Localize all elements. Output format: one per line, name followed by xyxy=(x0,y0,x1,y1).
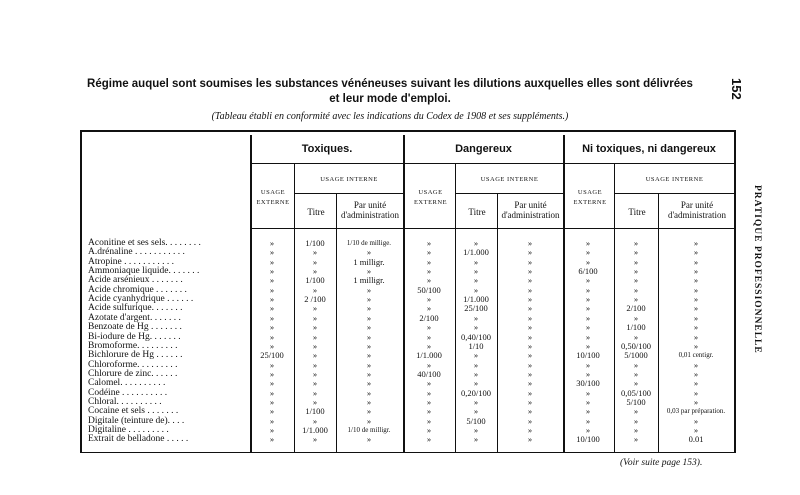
table-cell: 30/100 xyxy=(576,378,600,389)
table-right-border xyxy=(734,130,736,453)
table-cell: 40/100 xyxy=(417,368,441,379)
table-cell: » xyxy=(269,434,275,445)
group-header-dangereux: Dangereux xyxy=(455,143,512,155)
table-cell: » xyxy=(527,275,533,286)
row-substance-name: Aconitine et ses sels. . . . . . . . xyxy=(88,238,201,248)
row-substance-name: Acide cyanhydrique . . . . . . xyxy=(88,294,194,305)
table-cell: » xyxy=(633,247,639,258)
table-cell: » xyxy=(269,378,275,389)
table-cell: » xyxy=(269,266,275,277)
table-cell: » xyxy=(473,378,479,389)
table-cell: » xyxy=(366,368,372,379)
page-number: 152 xyxy=(729,78,744,100)
row-substance-name: Chloral. . . . . . . . . . xyxy=(88,396,162,407)
table-cell: » xyxy=(527,350,533,361)
table-cell: » xyxy=(312,396,318,407)
table-cell: 50/100 xyxy=(417,284,441,295)
table-cell: » xyxy=(473,434,479,445)
row-substance-name: Benzoate de Hg . . . . . . . xyxy=(88,322,182,333)
table-cell: » xyxy=(585,331,591,342)
group-rule-non xyxy=(563,163,734,164)
table-cell: » xyxy=(426,247,432,258)
table-cell: » xyxy=(585,275,591,286)
table-cell: » xyxy=(633,378,639,389)
table-cell: » xyxy=(585,406,591,417)
row-substance-name: A.drénaline . . . . . . . . . . . xyxy=(88,247,185,258)
table-cell: » xyxy=(269,387,275,398)
table-cell: » xyxy=(269,406,275,417)
table-cell: » xyxy=(633,238,639,248)
table-cell: » xyxy=(366,266,372,277)
group-header-non: Ni toxiques, ni dangereux xyxy=(582,143,716,155)
table-cell: » xyxy=(693,396,699,407)
row-substance-name: Codéine . . . . . . . . . . xyxy=(88,387,168,398)
table-cell: » xyxy=(585,303,591,314)
table-bottom-rule xyxy=(80,452,735,453)
table-cell: » xyxy=(269,359,275,370)
table-cell: » xyxy=(693,284,699,295)
table-cell: » xyxy=(527,340,533,351)
table-cell: » xyxy=(693,415,699,426)
table-cell: » xyxy=(269,238,275,248)
table-cell: 2/100 xyxy=(419,312,439,323)
row-substance-name: Acide arsénieux . . . . . . . xyxy=(88,275,183,286)
table-cell: 0,40/100 xyxy=(461,331,491,342)
table-cell: » xyxy=(473,256,479,267)
table-cell: 0,01 centigr. xyxy=(678,351,714,360)
table-cell: » xyxy=(269,331,275,342)
table-cell: » xyxy=(426,238,432,248)
table-cell: » xyxy=(633,266,639,277)
table-cell: » xyxy=(693,275,699,286)
table-cell: » xyxy=(312,303,318,314)
table-cell: » xyxy=(366,434,372,445)
table-cell: 1/1.000 xyxy=(302,425,328,435)
table-cell: » xyxy=(585,256,591,267)
table-cell: » xyxy=(585,425,591,435)
table-cell: » xyxy=(312,331,318,342)
table-cell: » xyxy=(585,238,591,248)
table-cell: » xyxy=(633,415,639,426)
row-substance-name: Ammoniaque liquide. . . . . . . xyxy=(88,266,200,277)
table-cell: » xyxy=(693,368,699,379)
table-cell: » xyxy=(527,256,533,267)
table-cell: 1/100 xyxy=(305,275,325,286)
table-cell: » xyxy=(585,294,591,305)
table-cell: » xyxy=(527,415,533,426)
table-cell: » xyxy=(366,415,372,426)
table-cell: 1/1.000 xyxy=(416,350,442,361)
table-cell: » xyxy=(585,396,591,407)
table-cell: » xyxy=(426,378,432,389)
table-cell: 1/10 de millige. xyxy=(346,239,392,247)
table-cell: 1/100 xyxy=(305,406,325,417)
table-cell: 1/10 xyxy=(468,340,484,351)
table-cell: » xyxy=(527,359,533,370)
table-cell: » xyxy=(426,331,432,342)
table-cell: » xyxy=(269,303,275,314)
table-cell: » xyxy=(693,294,699,305)
table-cell: » xyxy=(473,359,479,370)
group-rule-dangereux xyxy=(403,163,563,164)
table-cell: 1/100 xyxy=(305,238,325,248)
table-cell: » xyxy=(693,256,699,267)
table-cell: » xyxy=(312,350,318,361)
table-cell: » xyxy=(527,322,533,333)
table-cell: » xyxy=(633,294,639,305)
row-substance-name: Digitaline . . . . . . . . . xyxy=(88,425,169,435)
table-cell: 10/100 xyxy=(576,434,600,445)
table-cell: » xyxy=(473,322,479,333)
row-substance-name: Acide sulfurique. . . . . . . xyxy=(88,303,183,314)
table-cell: » xyxy=(312,368,318,379)
table-cell: » xyxy=(693,359,699,370)
table-cell: » xyxy=(269,368,275,379)
table-cell: » xyxy=(585,340,591,351)
table-top-rule xyxy=(80,130,735,132)
row-substance-name: Atropine . . . . . . . . . . . xyxy=(88,256,175,267)
table-cell: » xyxy=(527,312,533,323)
table-cell: 5/100 xyxy=(466,415,486,426)
table-cell: » xyxy=(633,312,639,323)
table-cell: » xyxy=(693,425,699,435)
table-cell: » xyxy=(426,275,432,286)
table-cell: » xyxy=(693,238,699,248)
row-substance-name: Chlorure de zinc. . . . . . xyxy=(88,368,178,379)
table-cell: » xyxy=(473,275,479,286)
running-head-side: PRATIQUE PROFESSIONNELLE xyxy=(752,185,762,354)
table-cell: » xyxy=(527,303,533,314)
table-cell: 1 milligr. xyxy=(353,256,385,267)
table-cell: » xyxy=(426,266,432,277)
table-cell: » xyxy=(366,312,372,323)
header-usage-interne-toxiques: USAGE INTERNE xyxy=(320,176,378,183)
table-cell: » xyxy=(269,247,275,258)
table-cell: » xyxy=(473,238,479,248)
table-cell: 1/1.000 xyxy=(463,294,489,305)
header-usage-interne-non: USAGE INTERNE xyxy=(645,176,704,183)
table-cell: » xyxy=(426,256,432,267)
table-cell: » xyxy=(473,284,479,295)
table-cell: » xyxy=(312,266,318,277)
row-substance-name: Cocaine et sels . . . . . . . xyxy=(88,406,179,417)
header-usage-externe-non: USAGE EXTERNE xyxy=(573,189,607,206)
table-cell: » xyxy=(633,359,639,370)
table-cell: » xyxy=(312,247,318,258)
table-cell: » xyxy=(269,275,275,286)
table-cell: 0,03 par préparation. xyxy=(666,407,726,416)
table-cell: » xyxy=(312,322,318,333)
table-cell: » xyxy=(366,359,372,370)
table-cell: » xyxy=(312,312,318,323)
table-cell: » xyxy=(312,359,318,370)
table-cell: » xyxy=(269,396,275,407)
interne-rule-dangereux xyxy=(455,193,563,194)
table-cell: » xyxy=(693,322,699,333)
table-cell: » xyxy=(473,266,479,277)
table-cell: » xyxy=(585,312,591,323)
table-cell: » xyxy=(269,415,275,426)
row-substance-name: Bichlorure de Hg . . . . . . xyxy=(88,350,183,361)
table-cell: » xyxy=(693,340,699,351)
continuation-note: (Voir suite page 153). xyxy=(620,458,703,468)
table-cell: » xyxy=(269,284,275,295)
group-rule-toxiques xyxy=(250,163,403,164)
table-cell: » xyxy=(693,312,699,323)
table-cell: » xyxy=(693,378,699,389)
header-par-unite-dangereux: Par unité d'administration xyxy=(501,200,560,220)
row-substance-name: Azotate d'argent. . . . . . . xyxy=(88,312,181,323)
table-cell: » xyxy=(269,340,275,351)
table-cell: » xyxy=(473,425,479,435)
table-cell: » xyxy=(585,359,591,370)
interne-rule-non xyxy=(614,193,734,194)
table-header-rule xyxy=(250,228,735,229)
table-cell: » xyxy=(366,331,372,342)
row-substance-name: Bromoforme. . . . . . . . . xyxy=(88,340,178,351)
table-cell: » xyxy=(527,331,533,342)
table-cell: » xyxy=(633,368,639,379)
table-cell: » xyxy=(527,238,533,248)
table-cell: » xyxy=(585,368,591,379)
table-cell: » xyxy=(527,406,533,417)
table-cell: » xyxy=(527,294,533,305)
table-cell: 0.01 xyxy=(688,434,704,445)
table-cell: » xyxy=(693,387,699,398)
table-cell: » xyxy=(633,434,639,445)
table-cell: » xyxy=(585,415,591,426)
table-cell: » xyxy=(633,284,639,295)
table-cell: » xyxy=(527,284,533,295)
table-cell: 0,05/100 xyxy=(621,387,651,398)
table-cell: 25/100 xyxy=(464,303,488,314)
table-title-line2: et leur mode d'emploi. xyxy=(329,93,451,105)
table-cell: » xyxy=(585,322,591,333)
table-cell: 5/100 xyxy=(626,396,646,407)
table-cell: 1/100 xyxy=(626,322,646,333)
row-substance-name: Extrait de belladone . . . . . xyxy=(88,434,189,445)
table-cell: » xyxy=(473,368,479,379)
table-subtitle: (Tableau établi en conformité avec les indications du Codex de 1908 et ses suppléments.) xyxy=(211,111,569,122)
table-cell: » xyxy=(312,340,318,351)
table-cell: 0,20/100 xyxy=(461,387,491,398)
table-cell: 1/10 de milligr. xyxy=(347,426,391,434)
table-cell: » xyxy=(585,247,591,258)
table-cell: » xyxy=(426,340,432,351)
table-cell: » xyxy=(269,425,275,435)
table-cell: » xyxy=(473,312,479,323)
table-cell: » xyxy=(527,378,533,389)
header-usage-interne-dangereux: USAGE INTERNE xyxy=(480,176,539,183)
interne-rule-toxiques xyxy=(294,193,403,194)
table-cell: 6/100 xyxy=(578,266,598,277)
table-cell: » xyxy=(366,406,372,417)
table-cell: » xyxy=(633,406,639,417)
header-titre-non: Titre xyxy=(628,207,646,217)
table-cell: » xyxy=(693,331,699,342)
table-cell: » xyxy=(426,425,432,435)
header-par-unite-toxiques: Par unité d'administration xyxy=(340,200,400,220)
table-cell: » xyxy=(269,312,275,323)
header-par-unite-non: Par unité d'administration xyxy=(667,200,727,220)
row-substance-name: Chloroforme. . . . . . . . . xyxy=(88,359,178,370)
table-cell: » xyxy=(269,294,275,305)
table-cell: 1/1.000 xyxy=(463,247,489,258)
table-cell: » xyxy=(312,284,318,295)
header-titre-dangereux: Titre xyxy=(468,207,486,217)
table-cell: 2 /100 xyxy=(304,294,326,305)
header-usage-externe-dangereux: USAGE EXTERNE xyxy=(413,189,448,206)
table-cell: 10/100 xyxy=(576,350,600,361)
table-cell: » xyxy=(366,284,372,295)
table-cell: » xyxy=(693,303,699,314)
group-header-toxiques: Toxiques. xyxy=(301,143,353,155)
table-title-line1: Régime auquel sont soumises les substances vénéneuses suivant les dilutions auxquelles elles sont délivrées xyxy=(87,78,693,90)
table-cell: » xyxy=(527,425,533,435)
table-cell: 25/100 xyxy=(260,350,284,361)
table-cell: » xyxy=(366,378,372,389)
table-cell: » xyxy=(312,415,318,426)
table-cell: » xyxy=(366,247,372,258)
table-cell: » xyxy=(426,359,432,370)
table-cell: » xyxy=(426,303,432,314)
table-cell: 0,50/100 xyxy=(621,340,651,351)
table-cell: » xyxy=(527,368,533,379)
row-substance-name: Digitale (teinture de). . . . xyxy=(88,415,185,426)
table-cell: » xyxy=(426,294,432,305)
table-cell: » xyxy=(693,247,699,258)
table-cell: » xyxy=(527,387,533,398)
table-cell: » xyxy=(312,378,318,389)
table-cell: » xyxy=(269,322,275,333)
table-cell: » xyxy=(633,425,639,435)
table-cell: » xyxy=(312,387,318,398)
table-cell: » xyxy=(426,434,432,445)
table-cell: » xyxy=(426,396,432,407)
table-cell: » xyxy=(473,406,479,417)
table-cell: » xyxy=(366,294,372,305)
table-cell: » xyxy=(473,350,479,361)
table-cell: » xyxy=(585,387,591,398)
table-cell: » xyxy=(426,387,432,398)
table-cell: » xyxy=(426,322,432,333)
table-cell: » xyxy=(527,396,533,407)
table-cell: » xyxy=(312,434,318,445)
table-cell: » xyxy=(269,256,275,267)
table-cell: » xyxy=(585,284,591,295)
header-titre-toxiques: Titre xyxy=(307,207,325,217)
table-cell: » xyxy=(366,322,372,333)
table-cell: » xyxy=(633,256,639,267)
table-cell: 1 milligr. xyxy=(353,275,385,286)
table-cell: 2/100 xyxy=(626,303,646,314)
header-usage-externe-toxiques: USAGE EXTERNE xyxy=(256,189,290,206)
table-cell: » xyxy=(527,266,533,277)
table-cell: » xyxy=(366,340,372,351)
table-left-border xyxy=(80,130,82,453)
table-cell: » xyxy=(527,434,533,445)
table-cell: » xyxy=(366,303,372,314)
table-cell: » xyxy=(473,396,479,407)
row-substance-name: Bi-iodure de Hg. . . . . . . xyxy=(88,331,181,342)
table-cell: » xyxy=(633,275,639,286)
table-cell: » xyxy=(426,415,432,426)
row-substance-name: Calomel. . . . . . . . . . xyxy=(88,378,166,389)
table-cell: » xyxy=(633,331,639,342)
table-cell: » xyxy=(366,387,372,398)
table-cell: » xyxy=(366,396,372,407)
table-cell: » xyxy=(366,350,372,361)
table-cell: » xyxy=(312,256,318,267)
table-cell: » xyxy=(527,247,533,258)
table-cell: » xyxy=(426,406,432,417)
table-cell: » xyxy=(693,266,699,277)
row-substance-name: Acide chromique . . . . . . . xyxy=(88,284,187,295)
table-cell: 5/1000 xyxy=(624,350,648,361)
